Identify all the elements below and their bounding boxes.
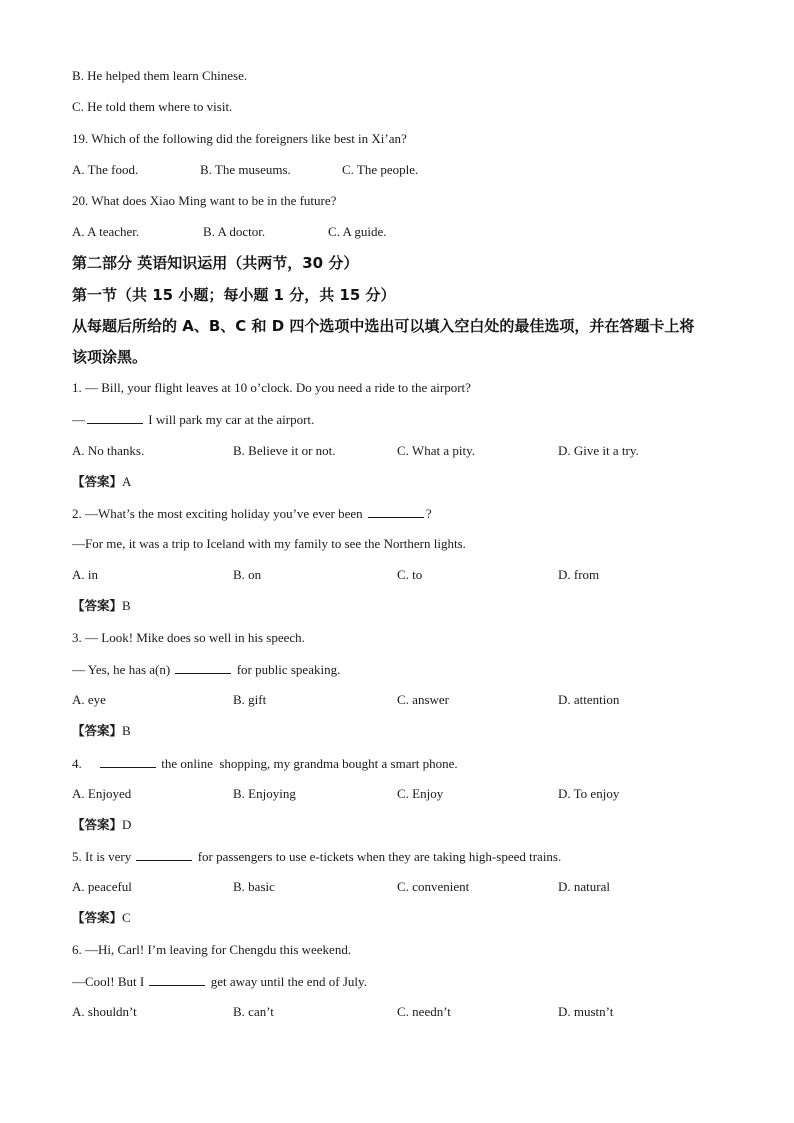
q6-option-c: C. needn’t	[397, 1004, 451, 1019]
answer-value: B	[122, 723, 131, 738]
q3-line1: 3. — Look! Mike does so well in his speech.	[72, 630, 305, 645]
q19-option-b: B. The museums.	[200, 162, 291, 177]
q1-line1	[72, 380, 471, 396]
part2-title: 第二部分 英语知识运用（共两节，30 分）	[72, 254, 359, 272]
q1-option-d: D. Give it a try.	[558, 443, 639, 458]
q19-stem: 19. Which of the following did the foreigners like best in Xi’an?	[72, 131, 407, 146]
q2-line1-post: ?	[425, 506, 432, 521]
q2-option-a: A. in	[72, 567, 98, 582]
q2-answer	[72, 598, 131, 614]
q19-option-c: C. The people.	[342, 162, 419, 177]
q3-line2	[72, 661, 340, 678]
answer-value: A	[122, 474, 132, 489]
q1-line2-post: I will park my car at the airport.	[145, 412, 315, 427]
q4-option-d: D. To enjoy	[558, 786, 620, 801]
answer-blank	[100, 755, 156, 768]
section1-title: 第一节（共 15 小题；每小题 1 分，共 15 分）	[72, 286, 396, 304]
q6-line1: 6. —Hi, Carl! I’m leaving for Chengdu this weekend.	[72, 942, 352, 957]
q1-line1-text: 1. — Bill, your flight leaves at 10 o’clock. Do you need a ride to the airport?	[72, 380, 471, 395]
q4-line1-post: the online shopping, my grandma bought a smart phone.	[158, 756, 458, 771]
q5-option-b: B. basic	[233, 879, 275, 894]
q1-option-b: B. Believe it or not.	[233, 443, 336, 458]
q6-line2-post: get away until the end of July.	[207, 974, 367, 989]
q4-line1-pre: 4.	[72, 756, 98, 771]
answer-tag: 【答案】	[72, 723, 123, 738]
q2-option-d: D. from	[558, 567, 600, 582]
answer-value: B	[122, 598, 131, 613]
q5-line1-post: for passengers to use e-tickets when they are taking high-speed trains.	[194, 849, 562, 864]
answer-blank	[87, 411, 143, 424]
answer-tag: 【答案】	[72, 598, 123, 613]
q5-option-a: A. peaceful	[72, 879, 132, 894]
q4-option-a: A. Enjoyed	[72, 786, 132, 801]
q6-option-d: D. mustn’t	[558, 1004, 614, 1019]
answer-tag: 【答案】	[72, 817, 123, 832]
q18-option-c: C. He told them where to visit.	[72, 99, 233, 114]
answer-blank	[368, 505, 424, 518]
answer-blank	[136, 848, 192, 861]
q3-option-d: D. attention	[558, 692, 620, 707]
q1-line2-pre: —	[72, 412, 85, 427]
answer-tag: 【答案】	[72, 910, 123, 925]
q5-answer	[72, 910, 131, 926]
q20-option-c: C. A guide.	[328, 224, 387, 239]
instruction-line-1: 从每题后所给的 A、B、C 和 D 四个选项中选出可以填入空白处的最佳选项，并在答题卡上将	[72, 317, 695, 335]
q19-option-a: A. The food.	[72, 162, 139, 177]
q5-option-c: C. convenient	[397, 879, 470, 894]
q18-option-b: B. He helped them learn Chinese.	[72, 68, 248, 83]
q5-line1-pre: 5. It is very	[72, 849, 135, 864]
q3-line2-post: for public speaking.	[233, 662, 341, 677]
answer-value: D	[122, 817, 132, 832]
q3-option-b: B. gift	[233, 692, 267, 707]
q3-answer	[72, 723, 131, 739]
q6-option-a: A. shouldn’t	[72, 1004, 137, 1019]
q20-option-a: A. A teacher.	[72, 224, 140, 239]
q2-line1	[72, 505, 432, 522]
q1-line2	[72, 411, 314, 428]
q6-line2-pre: —Cool! But I	[72, 974, 148, 989]
q20-stem: 20. What does Xiao Ming want to be in the future?	[72, 193, 337, 208]
q1-option-c: C. What a pity.	[397, 443, 475, 458]
q6-line2	[72, 973, 367, 990]
q4-answer	[72, 817, 131, 833]
q4-option-c: C. Enjoy	[397, 786, 444, 801]
q2-option-b: B. on	[233, 567, 262, 582]
q2-line2: —For me, it was a trip to Iceland with my family to see the Northern lights.	[72, 536, 466, 551]
q3-line2-pre: — Yes, he has a(n)	[72, 662, 174, 677]
q4-option-b: B. Enjoying	[233, 786, 296, 801]
q2-line1-pre: 2. —What’s the most exciting holiday you’ve ever been	[72, 506, 366, 521]
q2-option-c: C. to	[397, 567, 423, 582]
q4-line1	[72, 755, 458, 772]
answer-tag: 【答案】	[72, 474, 123, 489]
q20-option-b: B. A doctor.	[203, 224, 266, 239]
q1-answer	[72, 474, 131, 490]
answer-blank	[149, 973, 205, 986]
q1-option-a: A. No thanks.	[72, 443, 145, 458]
answer-value: C	[122, 910, 131, 925]
instruction-line-2: 该项涂黑。	[72, 348, 148, 366]
q3-option-c: C. answer	[397, 692, 449, 707]
q3-option-a: A. eye	[72, 692, 106, 707]
q5-option-d: D. natural	[558, 879, 610, 894]
q5-line1	[72, 848, 561, 865]
q6-option-b: B. can’t	[233, 1004, 274, 1019]
answer-blank	[175, 661, 231, 674]
